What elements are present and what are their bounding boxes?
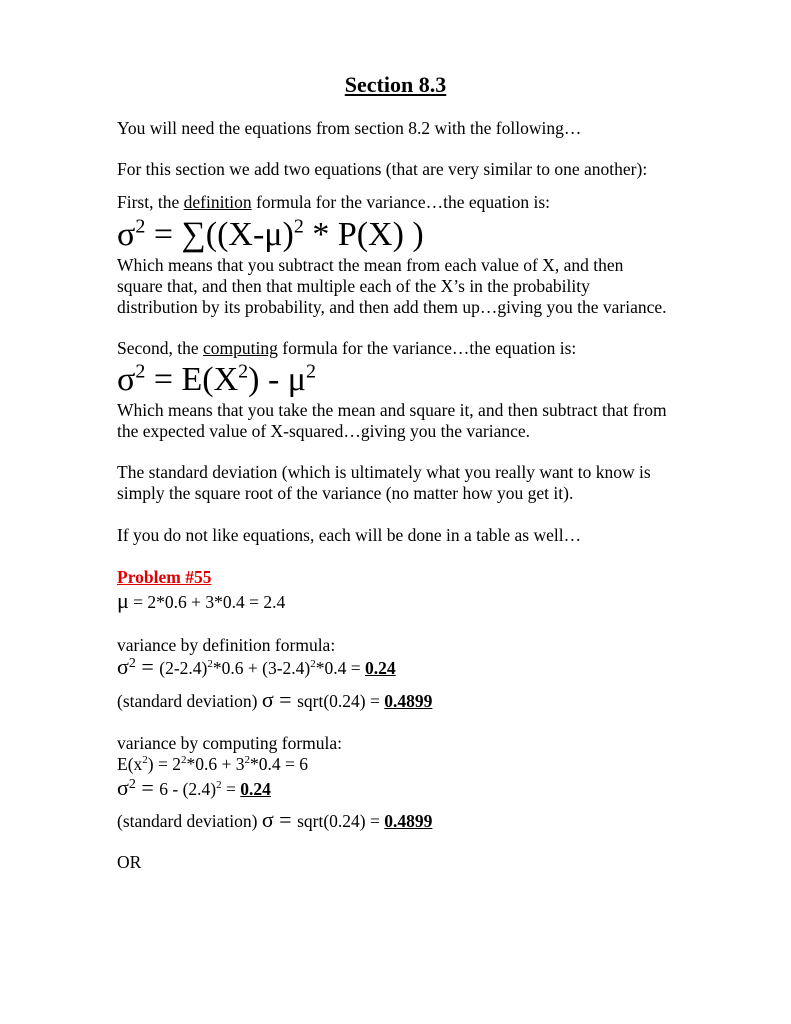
exponent: 2 [135, 360, 146, 383]
expression-part: *0.6 + 3 [186, 754, 245, 774]
mean-line [117, 590, 285, 613]
sigma-symbol: σ [117, 361, 136, 398]
computing-explanation-2: the expected value of X-squared…giving you the variance. [117, 421, 531, 441]
definition-prefix: First, the [117, 192, 184, 212]
expression-part: *0.4 = 6 [249, 754, 308, 774]
expression-part: *0.4 = [315, 658, 365, 678]
definition-explanation-1: Which means that you subtract the mean from each value of X, and then [117, 255, 624, 275]
sd-answer: 0.4899 [384, 691, 433, 711]
computing-prefix: Second, the [117, 338, 204, 358]
sd-answer: 0.4899 [384, 811, 433, 831]
sd-explanation-1: The standard deviation (which is ultimately what you really want to know is [117, 462, 651, 482]
equation-part: ) - μ [248, 361, 307, 398]
equals-sign: = [273, 687, 298, 712]
sigma-symbol: σ [261, 807, 274, 832]
exponent: 2 [310, 658, 316, 671]
expression-part: E(x [117, 754, 143, 774]
equation-part: = ∑((X-μ) [145, 216, 294, 253]
computing-sd-line [117, 809, 432, 832]
definition-sd-line [117, 689, 432, 712]
computing-explanation-1: Which means that you take the mean and square it, and then subtract that from [117, 400, 667, 420]
table-note: If you do not like equations, each will be done in a table as well… [117, 525, 582, 545]
definition-suffix: formula for the variance…the equation is: [251, 192, 551, 212]
definition-explanation-3: distribution by its probability, and then add them up…giving you the variance. [117, 297, 667, 317]
definition-word: definition [183, 192, 252, 212]
expression-part: = [221, 779, 241, 799]
problem-heading: Problem #55 [117, 567, 212, 587]
exponent: 2 [306, 360, 317, 383]
equals-sign: = [135, 775, 160, 800]
variance-answer: 0.24 [365, 658, 396, 678]
definition-equation [117, 216, 424, 254]
exponent: 2 [216, 779, 222, 792]
computing-formula-heading: variance by computing formula: [117, 733, 342, 753]
computing-suffix: formula for the variance…the equation is: [277, 338, 577, 358]
expected-x2-line [117, 754, 308, 775]
sigma-symbol: σ [117, 654, 129, 679]
intro-line-2: For this section we add two equations (that are very similar to one another): [117, 159, 648, 179]
computing-variance-line [117, 777, 271, 800]
expression-part: (2-2.4) [159, 658, 208, 678]
intro-line-1: You will need the equations from section 8.2 with the following… [117, 118, 582, 138]
exponent: 2 [207, 658, 213, 671]
computing-equation [117, 361, 316, 399]
definition-intro [117, 192, 550, 213]
sd-label: (standard deviation) [117, 811, 262, 831]
page-title: Section 8.3 [344, 72, 447, 97]
equation-part: * P(X) ) [303, 216, 424, 253]
variance-answer: 0.24 [240, 779, 271, 799]
sd-expression: sqrt(0.24) = [297, 811, 385, 831]
equation-part: = E(X [145, 361, 239, 398]
computing-word: computing [203, 338, 278, 358]
exponent: 2 [180, 754, 187, 767]
equals-sign: = [273, 807, 298, 832]
mu-symbol: μ [117, 588, 129, 613]
or-text: OR [117, 852, 142, 872]
sigma-symbol: σ [117, 216, 136, 253]
exponent: 2 [135, 215, 146, 238]
sd-explanation-2: simply the square root of the variance (no matter how you get it). [117, 483, 574, 503]
mean-expression: = 2*0.6 + 3*0.4 = 2.4 [128, 592, 286, 612]
exponent: 2 [293, 215, 304, 238]
expression-part: 6 - (2.4) [159, 779, 217, 799]
sigma-symbol: σ [261, 687, 274, 712]
expression-part: *0.6 + (3-2.4) [212, 658, 311, 678]
exponent: 2 [238, 360, 249, 383]
computing-intro [117, 338, 576, 359]
equals-sign: = [135, 654, 160, 679]
definition-variance-line [117, 656, 396, 679]
exponent: 2 [128, 777, 136, 793]
exponent: 2 [128, 656, 136, 672]
sd-label: (standard deviation) [117, 691, 262, 711]
expression-part: ) = 2 [147, 754, 181, 774]
exponent: 2 [142, 754, 148, 767]
definition-formula-heading: variance by definition formula: [117, 635, 336, 655]
sd-expression: sqrt(0.24) = [297, 691, 385, 711]
definition-explanation-2: square that, and then that multiple each of the X’s in the probability [117, 276, 590, 296]
exponent: 2 [244, 754, 250, 767]
sigma-symbol: σ [117, 775, 129, 800]
